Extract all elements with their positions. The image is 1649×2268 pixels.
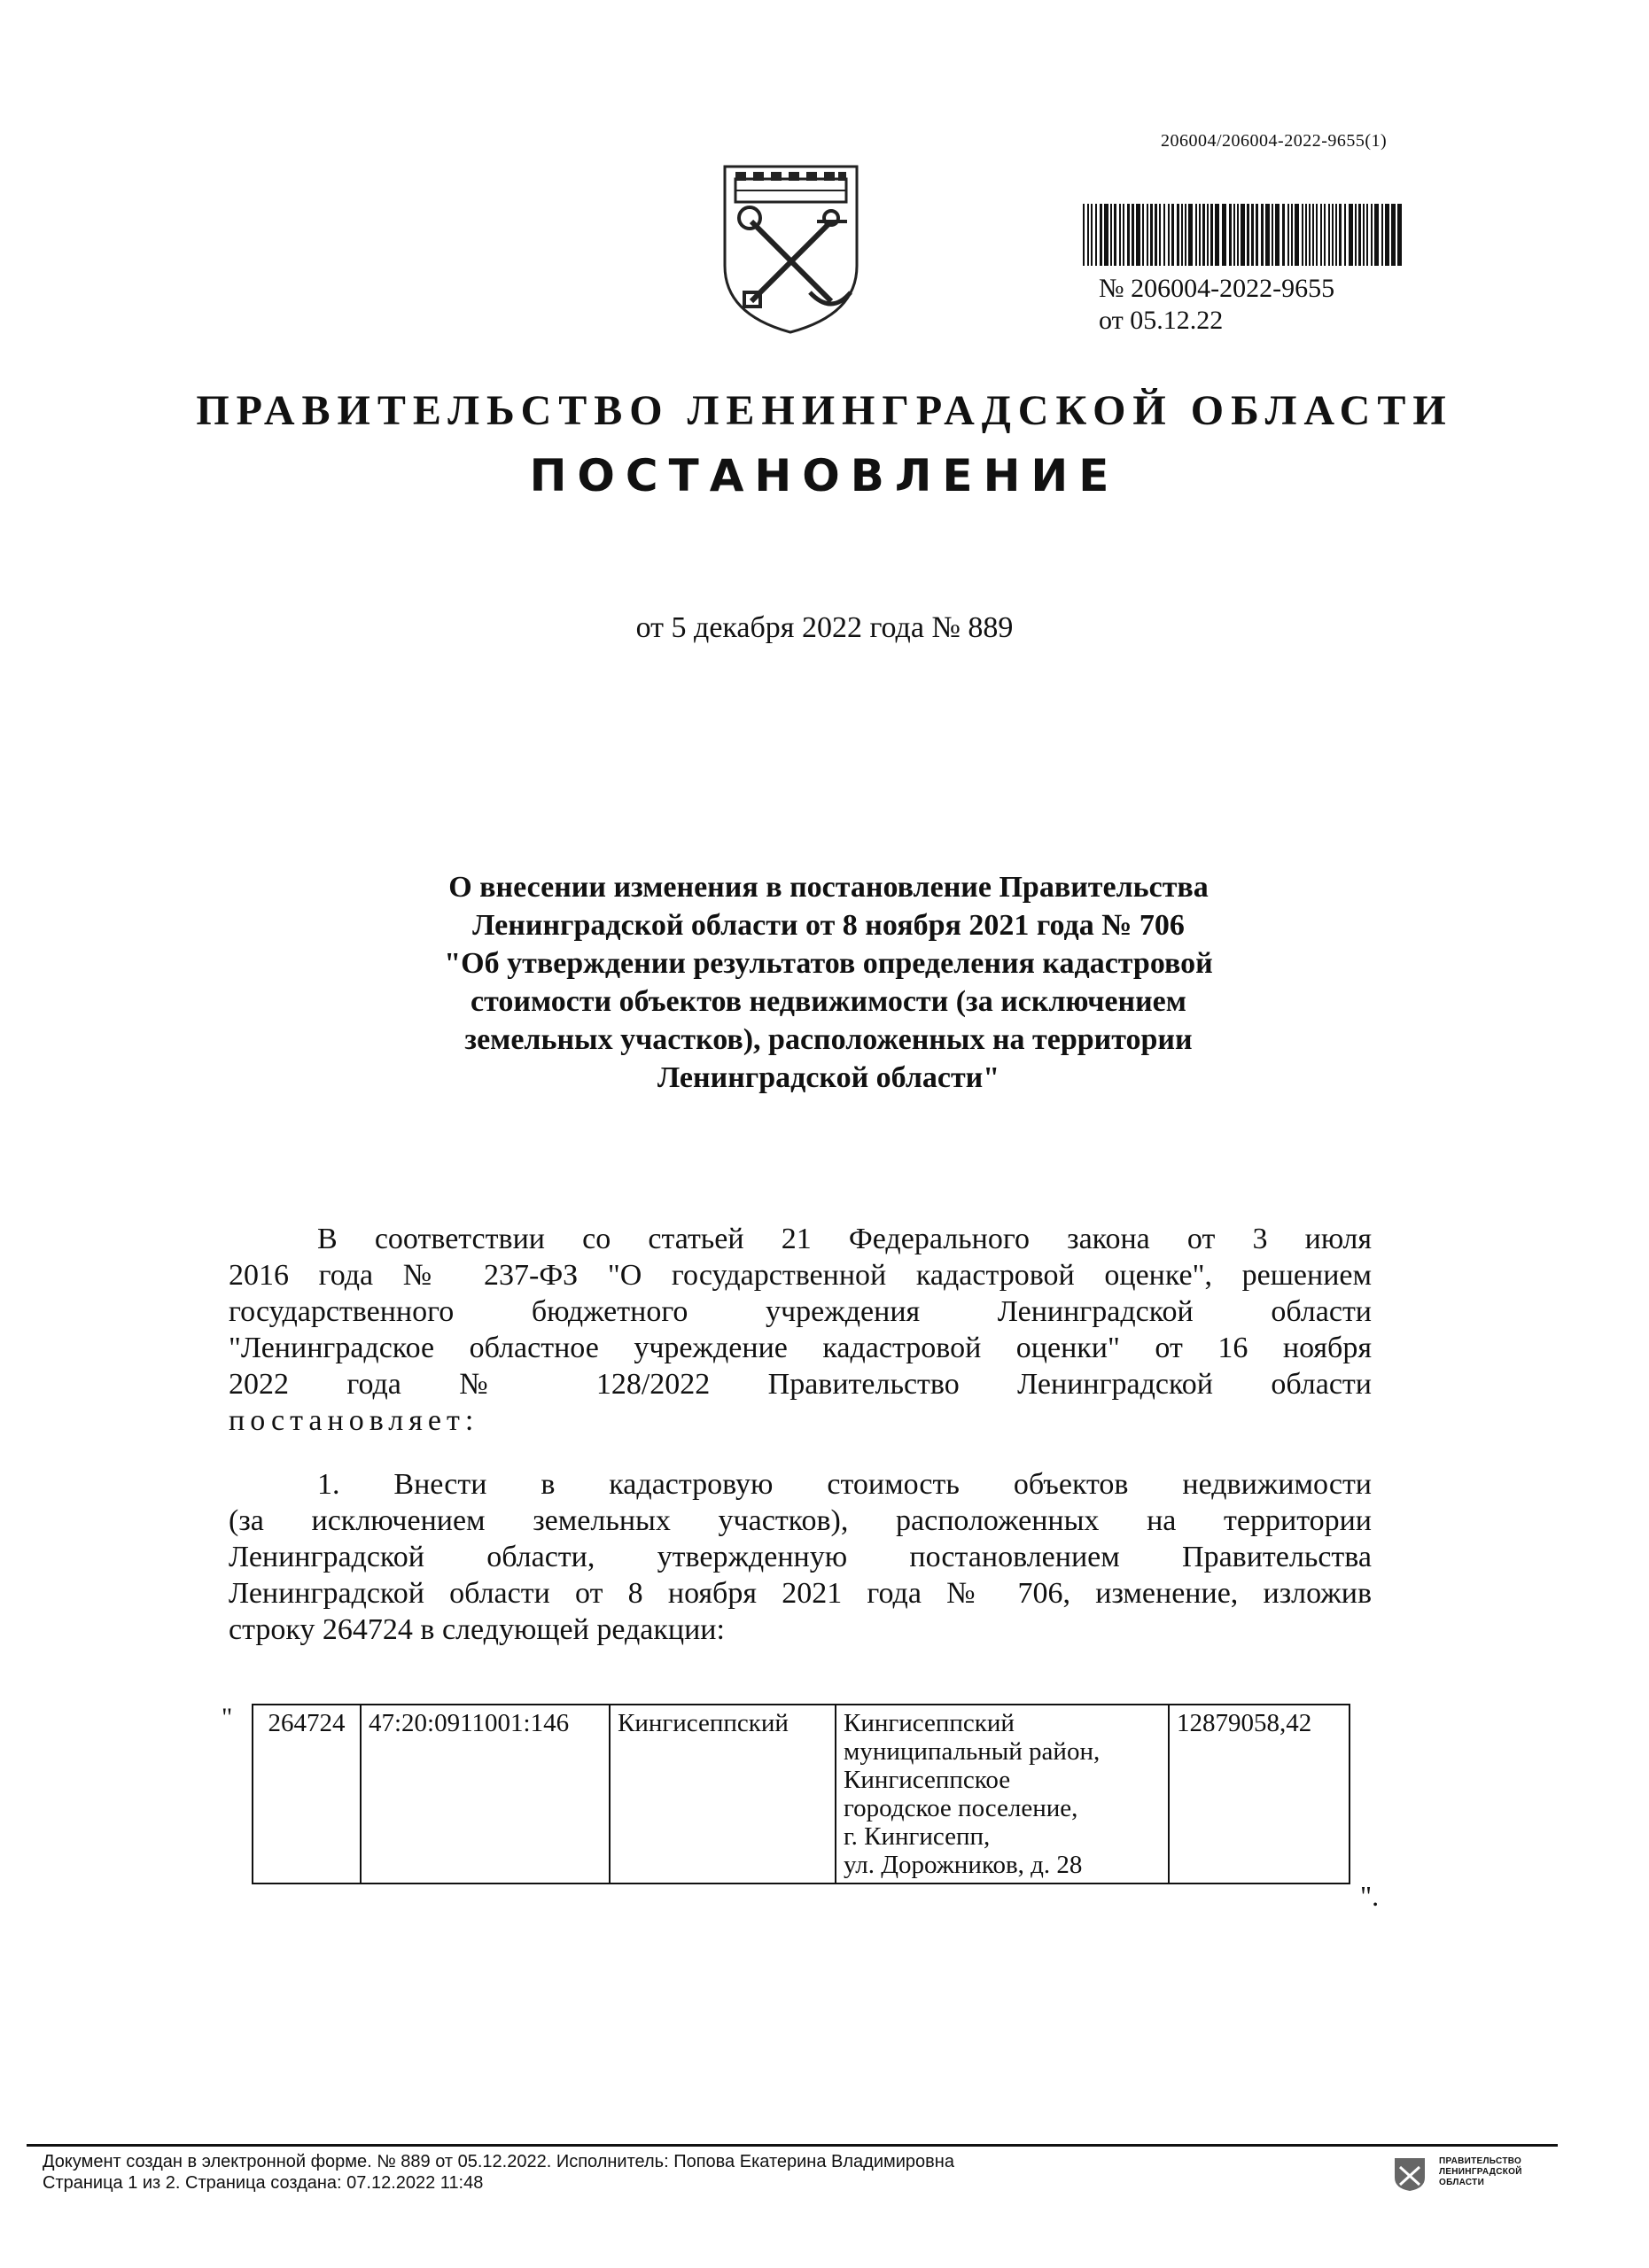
address-cell xyxy=(836,1705,1169,1884)
preamble-line: В соответствии со статьей 21 Федерального закона от 3 июля xyxy=(317,1223,1372,1255)
table-open-quote: " xyxy=(222,1703,233,1732)
document-reference-number: 206004/206004-2022-9655(1) xyxy=(1161,131,1388,151)
preamble-paragraph xyxy=(229,1221,1372,1439)
heading-line: О внесении изменения в постановление Правительства xyxy=(448,871,1209,904)
footer-line-1: Документ создан в электронной форме. № 889 от 05.12.2022. Исполнитель: Попова Екатерина Владимировна xyxy=(43,2152,954,2171)
document-type-title: ПОСТАНОВЛЕНИЕ xyxy=(529,450,1120,501)
address-line: городское поселение, xyxy=(844,1794,1078,1822)
address-line: Кингисеппское xyxy=(844,1766,1011,1794)
footer-logo-text-line: ОБЛАСТИ xyxy=(1439,2178,1485,2187)
table-row xyxy=(253,1705,1350,1884)
footer-line-2: Страница 1 из 2. Страница создана: 07.12.2022 11:48 xyxy=(43,2173,484,2193)
heading-line: земельных участков), расположенных на территории xyxy=(464,1023,1193,1056)
footer-logo-text-line: ПРАВИТЕЛЬСТВО xyxy=(1439,2156,1522,2166)
heading-line: Ленинградской области от 8 ноября 2021 года № 706 xyxy=(472,909,1185,942)
heading-line: "Об утверждении результатов определения кадастровой xyxy=(444,947,1213,980)
cadastral-value-table xyxy=(252,1704,1350,1884)
clause-line: строку 264724 в следующей редакции: xyxy=(229,1613,725,1646)
clause-1-paragraph xyxy=(229,1466,1372,1648)
mini-coat-of-arms-icon xyxy=(1393,2156,1427,2192)
preamble-line: государственного бюджетного учреждения Ленинградской области xyxy=(229,1295,1372,1328)
clause-line: Ленинградской области, утвержденную постановлением Правительства xyxy=(229,1541,1372,1573)
leningrad-oblast-coat-of-arms-icon xyxy=(718,159,864,337)
clause-line: (за исключением земельных участков), расположенных на территории xyxy=(229,1504,1372,1537)
preamble-line: 2022 года № 128/2022 Правительство Ленинградской области xyxy=(229,1368,1372,1401)
registration-date: от 05.12.22 xyxy=(1099,306,1224,335)
cadastral-number-cell: 47:20:0911001:146 xyxy=(361,1705,610,1884)
registration-block xyxy=(1099,273,1334,337)
heading-line: стоимости объектов недвижимости (за исключением xyxy=(471,985,1186,1018)
address-line: Кингисеппский xyxy=(844,1709,1015,1737)
heading-line: Ленинградской области" xyxy=(657,1061,1000,1094)
electronic-document-stamp xyxy=(43,2151,954,2194)
footer-government-logo xyxy=(1393,2155,1535,2194)
row-number-cell: 264724 xyxy=(253,1705,361,1884)
government-title: ПРАВИТЕЛЬСТВО ЛЕНИНГРАДСКОЙ ОБЛАСТИ xyxy=(196,387,1453,434)
table-close-quote: ". xyxy=(1360,1880,1380,1912)
document-heading xyxy=(292,868,1365,1097)
cadastral-value-cell: 12879058,42 xyxy=(1169,1705,1350,1884)
footer-divider xyxy=(27,2144,1558,2147)
address-line: г. Кингисепп, xyxy=(844,1822,991,1851)
district-cell: Кингисеппский xyxy=(610,1705,836,1884)
address-line: муниципальный район, xyxy=(844,1737,1101,1766)
document-date-number: от 5 декабря 2022 года № 889 xyxy=(635,611,1014,644)
address-line: ул. Дорожников, д. 28 xyxy=(844,1851,1083,1879)
registration-number: № 206004-2022-9655 xyxy=(1099,274,1335,303)
decree-word: постановляет: xyxy=(229,1404,479,1437)
clause-line: 1. Внести в кадастровую стоимость объектов недвижимости xyxy=(317,1468,1372,1501)
footer-logo-text-line: ЛЕНИНГРАДСКОЙ xyxy=(1439,2167,1522,2177)
clause-line: Ленинградской области от 8 ноября 2021 года № 706, изменение, изложив xyxy=(229,1577,1372,1610)
barcode xyxy=(1083,204,1404,266)
preamble-line: "Ленинградское областное учреждение кадастровой оценки" от 16 ноября xyxy=(229,1332,1372,1364)
preamble-line: 2016 года № 237-ФЗ "О государственной кадастровой оценке", решением xyxy=(229,1259,1372,1292)
footer-logo-text xyxy=(1439,2156,1522,2188)
